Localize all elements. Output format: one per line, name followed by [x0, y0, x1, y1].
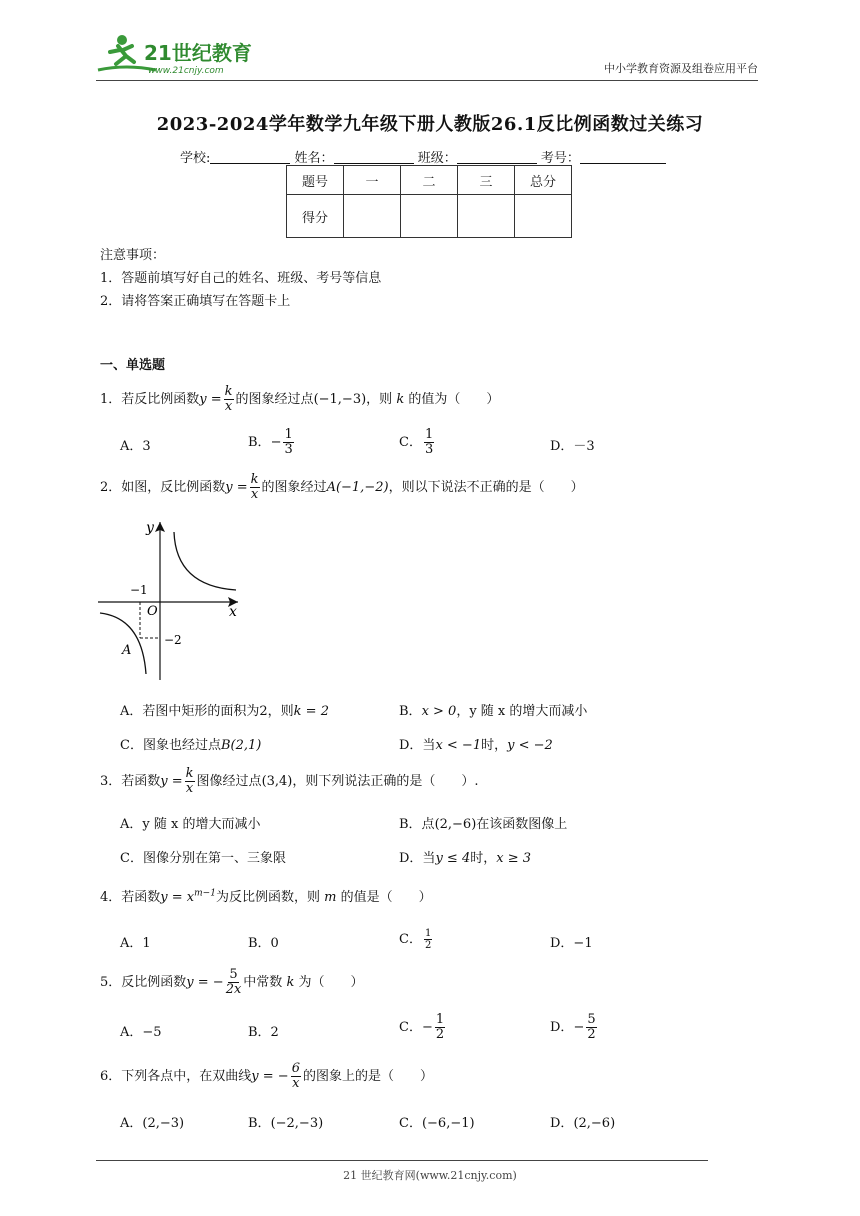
notes — [100, 244, 381, 313]
q1-option-c[interactable]: C． $\frac{1}{3}$ — [399, 427, 434, 457]
q6-option-a[interactable]: A．(2,−3) — [120, 1116, 185, 1131]
question-2: 2．如图，反比例函数y = $\frac{k}{x}$ 的图象经过A(−1,−2)，则以下说法不正确的是（ ） — [100, 472, 584, 502]
class-blank[interactable] — [457, 150, 537, 164]
logo-url: www.21cnjy.com — [148, 66, 224, 76]
q6-fraction: $\frac{6}{x}$ — [291, 1061, 300, 1091]
q2-option-a[interactable]: A．若图中矩形的面积为2，则k = 2 — [120, 704, 329, 719]
q3-option-a[interactable]: A．y 随 x 的增大而减小 — [120, 817, 261, 832]
student-info-line — [180, 147, 666, 166]
tick-label-neg2: −2 — [164, 633, 182, 647]
origin-label: O — [147, 604, 158, 619]
score-table — [286, 165, 572, 238]
q2-option-d[interactable]: D．当x < −1时，y < −2 — [399, 738, 553, 753]
q4-option-d[interactable]: D．−1 — [550, 936, 593, 951]
score-row-label: 得分 — [287, 195, 344, 238]
q1-point: (−1,−3) — [313, 392, 367, 407]
q5-option-c[interactable]: C．− $\frac{1}{2}$ — [399, 1012, 445, 1042]
q3-fraction: $\frac{k}{x}$ — [185, 766, 194, 796]
tick-label-neg1: −1 — [130, 583, 148, 597]
platform-label: 中小学教育资源及组卷应用平台 — [604, 62, 758, 75]
question-6: 6．下列各点中，在双曲线y = − $\frac{6}{x}$ 的图象上的是（ ） — [100, 1061, 433, 1091]
score-header: 题号 — [287, 166, 344, 195]
q6-option-d[interactable]: D．(2,−6) — [550, 1116, 616, 1131]
q4-option-a[interactable]: A．1 — [120, 936, 151, 951]
footer-divider — [96, 1160, 708, 1161]
q5-option-a[interactable]: A．−5 — [120, 1025, 162, 1040]
name-label: 姓名： — [294, 151, 334, 166]
point-a-label: A — [122, 643, 132, 658]
score-header: 二 — [401, 166, 458, 195]
q1-fraction: $\frac{k}{x}$ — [224, 384, 233, 414]
q2-fraction: $\frac{k}{x}$ — [250, 472, 259, 502]
q1-text: 1．若反比例函数 — [100, 392, 200, 407]
hyperbola-graph — [96, 516, 256, 686]
name-blank[interactable] — [334, 150, 414, 164]
x-axis-label: x — [229, 604, 237, 620]
q3-option-d[interactable]: D．当y ≤ 4时，x ≥ 3 — [399, 851, 531, 866]
question-5: 5．反比例函数y = − $\frac{5}{2x}$ 中常数 k 为（ ） — [100, 967, 364, 997]
hyperbola-branch-q1 — [174, 532, 236, 590]
q3-option-b[interactable]: B．点(2,−6)在该函数图像上 — [399, 817, 568, 832]
q4-exponent: m−1 — [194, 888, 216, 899]
site-logo — [96, 30, 266, 78]
q1-option-d[interactable]: D．－3 — [550, 439, 595, 454]
note-item: 1．答题前填写好自己的姓名、班级、考号等信息 — [100, 271, 382, 286]
score-header: 一 — [344, 166, 401, 195]
q4-option-b[interactable]: B．0 — [248, 936, 279, 951]
q5-fraction: $\frac{5}{2x}$ — [225, 967, 242, 997]
q3-option-c[interactable]: C．图像分别在第一、三象限 — [120, 851, 286, 866]
score-header: 三 — [458, 166, 515, 195]
q2-option-b[interactable]: B．x > 0，y 随 x 的增大而减小 — [399, 704, 588, 719]
question-4: 4．若函数$y = x^{m-1}$为反比例函数，则 m 的值是（ ） — [100, 888, 432, 905]
q6-option-c[interactable]: C．(−6,−1) — [399, 1116, 475, 1131]
q4-option-c[interactable]: C． $\frac{1}{2}$ — [399, 928, 432, 951]
q1-option-a[interactable]: A．3 — [120, 439, 151, 454]
school-label: 学校: — [180, 151, 211, 166]
q1-option-b[interactable]: B．− $\frac{1}{3}$ — [248, 427, 293, 457]
question-3: 3．若函数y = $\frac{k}{x}$ 图像经过点(3,4)，则下列说法正确的是（ ）. — [100, 766, 479, 796]
score-cell[interactable] — [401, 195, 458, 238]
score-cell[interactable] — [515, 195, 572, 238]
question-1: 1．若反比例函数y = $\frac{k}{x}$ 的图象经过点(−1,−3)，则 k 的值为（ ） — [100, 384, 500, 414]
q3-point: (3,4) — [261, 774, 293, 789]
page-title: 2023-2024学年数学九年级下册人教版26.1反比例函数过关练习 — [156, 114, 704, 135]
note-item: 2．请将答案正确填写在答题卡上 — [100, 294, 291, 309]
class-label: 班级： — [417, 151, 457, 166]
q6-option-b[interactable]: B．(−2,−3) — [248, 1116, 324, 1131]
header-divider — [96, 80, 758, 81]
q1-eq: y = — [199, 392, 222, 407]
score-cell[interactable] — [344, 195, 401, 238]
school-blank[interactable] — [210, 150, 290, 164]
logo-text: 21世纪教育 — [144, 41, 252, 65]
footer-link[interactable]: 21 世纪教育网(www.21cnjy.com) — [343, 1169, 517, 1182]
q2-option-c[interactable]: C．图象也经过点B(2,1) — [120, 738, 262, 753]
q2-point: A(−1,−2) — [326, 480, 389, 495]
section-heading: 一、单选题 — [100, 358, 166, 373]
y-axis-label: y — [146, 520, 154, 536]
exam-no-blank[interactable] — [580, 150, 666, 164]
score-cell[interactable] — [458, 195, 515, 238]
exam-no-label: 考号： — [540, 151, 580, 166]
q5-option-b[interactable]: B．2 — [248, 1025, 279, 1040]
notes-title: 注意事项： — [100, 248, 166, 263]
q5-option-d[interactable]: D．− $\frac{5}{2}$ — [550, 1012, 596, 1042]
score-header: 总分 — [515, 166, 572, 195]
